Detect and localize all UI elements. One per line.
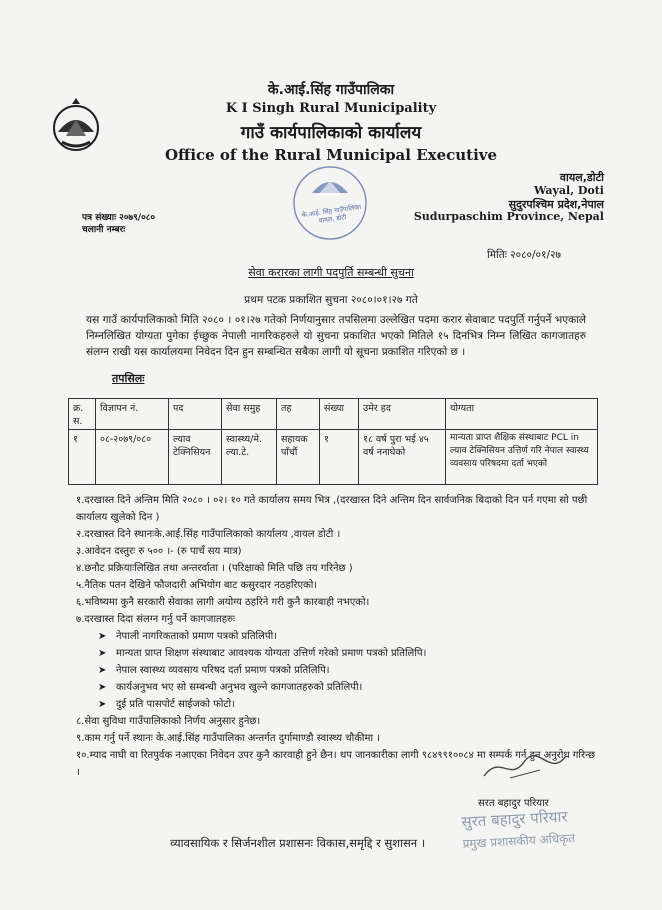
document-item — [76, 696, 596, 713]
notice-subtitle: प्रथम पटक प्रकाशित सुचना २०८०।०१।२७ गते — [244, 294, 418, 306]
list-item: १.दरखास्त दिने अन्तिम मिति २०८० । ०२। १० गते कार्यालय समय भित्र ,(दरखास्त दिने अन्तिम दिन सार्वजनिक बिदाको दिन पर्न गएमा सो पछी कार्यालय खुलेको दिन ) — [76, 495, 588, 523]
list-item: ४.छनौट प्रक्रियाःलिखित तथा अन्तरर्वाता । (परिक्षाको मिति पछि तय गरिनेछ ) — [76, 563, 353, 574]
list-item: ३.आवेदन दस्तुरः रु ५०० ।- (रु पाचँ सय मात्र) — [76, 546, 242, 557]
address-place-np: वायल,डोटी — [559, 171, 604, 184]
arrow-bullet-icon: ➤ — [98, 665, 107, 676]
signature-icon — [480, 748, 570, 788]
arrow-bullet-icon: ➤ — [98, 631, 107, 642]
list-item: ७.दरखास्त दिदा संलग्न गर्नु पर्ने कागजातहरुः — [76, 614, 236, 625]
municipality-name-np: के.आई.सिंह गाउँपालिका — [267, 82, 395, 98]
notice-title: सेवा करारका लागी पदपुर्ति सम्बन्धी सुचना — [248, 266, 414, 279]
list-item: ९.काम गर्नु पर्ने स्थानः के.आई.सिंह गाउँपालिका अन्तर्गत दुर्गामाण्डौ स्वास्थ्य चौकीमा । — [76, 733, 381, 744]
details-label: तपसिलः — [112, 372, 145, 385]
list-item: ८.सेवा सुविधा गाउँपालिकाको निर्णय अनुसार हुनेछ। — [76, 716, 261, 727]
col-level: तह — [277, 399, 320, 430]
col-post: पद — [169, 399, 222, 430]
arrow-bullet-icon: ➤ — [98, 682, 107, 693]
table-header-row — [69, 399, 598, 430]
arrow-bullet-icon: ➤ — [98, 699, 107, 710]
col-qualification: योग्यता — [446, 399, 598, 430]
notice-date: मितिः २०८०/०१/२७ — [487, 249, 561, 261]
address-province-np: सुदुरपश्चिम प्रदेश,नेपाल — [508, 198, 604, 211]
list-item: ६.भविष्यमा कुनै सरकारी सेवाका लागी अयोग्य ठहरिने गरी कुनै कारबाही नभएको। — [76, 597, 370, 608]
letter-number: पत्र संख्याः २०७९/०८० — [82, 213, 156, 223]
list-item: ५.नैतिक पतन देखिने फौजदारी अभियोग बाट कसुरदार नठहरिएको। — [76, 580, 318, 591]
document-item-label: दुई प्रति पासपोर्ट साईजको फोटो। — [116, 699, 235, 710]
address-province-en: Sudurpaschim Province, Nepal — [413, 210, 604, 223]
col-count: संख्या — [320, 399, 359, 430]
cell-level: सहायक पाँचौं — [277, 430, 320, 485]
vacancy-table — [68, 398, 598, 485]
col-age: उमेर हद — [359, 399, 446, 430]
signatory-name: सरत बहादुर परियार — [478, 798, 549, 809]
document-item-label: नेपाल स्वास्थ्य व्यवसाय परिषद दर्ता प्रमाण पत्रको प्रतिलिपि। — [116, 665, 330, 676]
cell-count: १ — [320, 430, 359, 485]
document-item-label: कार्यअनुभव भए सो सम्बन्धी अनुभव खुल्ने कागजातहरुको प्रतिलिपी। — [116, 682, 363, 693]
cell-age: १८ वर्ष पुरा भई ४५ वर्ष ननाघेको — [359, 430, 446, 485]
seal-text: के.आई. सिंह गाउँपालिका वायल, डोटी — [301, 202, 362, 225]
footer-slogan: व्यावसायिक र सिर्जनशील प्रशासनः विकास,समृद्दि र सुशासन । — [170, 836, 426, 850]
document-item — [76, 628, 596, 645]
stamp-title: प्रमुख प्रशासकीय अधिकृत — [462, 831, 576, 851]
notice-paragraph: यस गाउँ कार्यपालिकाको मिति २०८० । ०१।२७ गतेको निर्णयानुसार तपसिलमा उल्लेखित पदमा करार सेवाबाट पदपुर्ति गर्नुपर्ने भएकाले निम्नलिखित योग्यता पुगेका ईच्छुक नेपाली नागरिकहरुले यो सुचना प्रकाशित भएको मितिले १५ दिनभित्र निम्न लिखित कागजातहरु संलग्न राखी यस कार्यालयमा निवेदन दिन हुन सम्बन्धित सबैका लागी यो सूचना प्रकाशित गरिएको छ । — [86, 314, 586, 358]
office-name-en: Office of the Rural Municipal Executive — [164, 146, 498, 164]
stamp-name: सुरत बहादुर परियार — [461, 807, 568, 831]
official-stamp — [461, 805, 576, 855]
municipality-name-en: K I Singh Rural Municipality — [225, 101, 437, 116]
document-item — [76, 679, 596, 696]
office-name-np: गाउँ कार्यपालिकाको कार्यालय — [240, 123, 422, 143]
document-item — [76, 662, 596, 679]
table-row — [69, 430, 598, 485]
cell-sn: १ — [69, 430, 96, 485]
document-item-label: नेपाली नागरिकताको प्रमाण पत्रको प्रतिलिपी। — [116, 631, 277, 642]
document-item-label: मान्यता प्राप्त शिक्षण संस्थाबाट आवश्यक योग्यता उत्तिर्ण गरेको प्रमाण पत्रको प्रतिलिपि। — [116, 648, 427, 659]
col-group: सेवा समुह — [222, 399, 277, 430]
arrow-bullet-icon: ➤ — [98, 648, 107, 659]
office-seal — [290, 163, 370, 243]
cell-group: स्वास्थ्य/मे. ल्या.टे. — [222, 430, 277, 485]
cell-ad-no: ०८-२०७९/०८० — [96, 430, 169, 485]
document-item — [76, 645, 596, 662]
col-ad-no: विज्ञापन नं. — [96, 399, 169, 430]
list-item: २.दरखास्त दिने स्थानःके.आई.सिंह गाउँपालिकाको कार्यालय ,वायल डोटी । — [76, 529, 341, 540]
cell-qualification: मान्यता प्राप्त शैक्षिक संस्थाबाट PCL in ल्याव टेक्निसियन उत्तिर्ण गरि नेपाल स्वास्थ्य व्यवसाय परिषदमा दर्ता भएको — [446, 430, 598, 485]
dispatch-number: चलानी नम्बरः — [82, 225, 126, 235]
cell-post: ल्याव टेक्निसियन — [169, 430, 222, 485]
conditions-list — [76, 492, 596, 781]
address-place-en: Wayal, Doti — [533, 184, 604, 197]
list-item: १०.म्याद नाघी वा रितपुर्वक नआएका निवेदन उपर कुनै कारवाही हुने छैन। थप जानकारीका लागी ९८४९९१००८४ मा सम्पर्क गर्न हुन अनुरोध गरिन्छ । — [76, 750, 595, 778]
col-sn: क्र. स. — [69, 399, 96, 430]
